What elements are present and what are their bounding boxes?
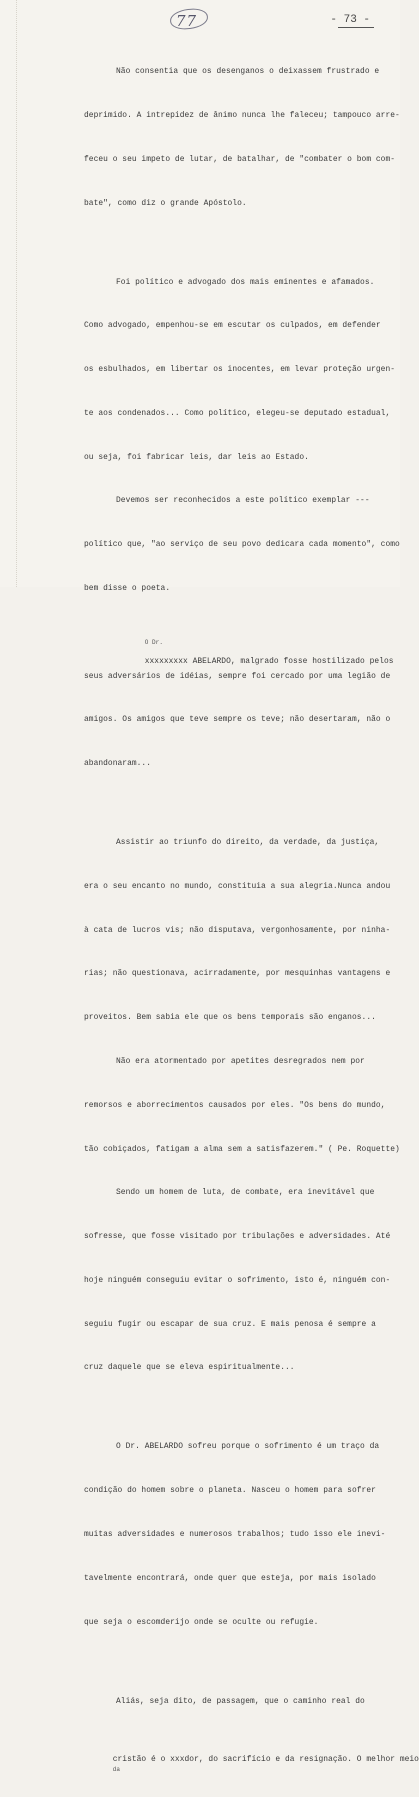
text-line-underlined-quote: político que, "ao serviço de seu povo dedicara cada momento", como	[84, 540, 400, 550]
text-line: bem disse o poeta.	[84, 583, 171, 593]
text-line: condição do homem sobre o planeta. Nasceu o homem para sofrer	[84, 1486, 376, 1496]
text-line: seguiu fugir ou escapar de sua cruz. E mais penosa é sempre a	[84, 1319, 376, 1329]
handwritten-insert: O Dr.	[144, 639, 163, 647]
text-line: Sendo um homem de luta, de combate, era inevitável que	[116, 1188, 375, 1198]
text-line: O Dr. ABELARDO sofreu porque o sofrimento é um traço da	[116, 1442, 380, 1452]
text-line-with-correction	[84, 626, 394, 666]
paragraph-gap	[84, 240, 384, 246]
paragraph-gap	[84, 1659, 384, 1665]
text-line: bate", como diz o grande Apóstolo.	[84, 198, 247, 208]
typed-page-number: - 73 -	[330, 14, 370, 26]
text-line: hoje ninguém conseguiu evitar o sofrimento, isto é, ninguém con-	[84, 1275, 391, 1285]
page-fold-line	[16, 0, 17, 587]
text-line: Não era atormentado por apetites desregrados nem por	[116, 1056, 365, 1066]
text-line: proveitos. Bem sabia ele que os bens temporais são enganos...	[84, 1013, 376, 1023]
text-line: te aos condenados... Como político, elegeu-se deputado estadual,	[84, 408, 391, 418]
text-line: rias; não questionava, acirradamente, por mesquinhas vantagens e	[84, 969, 391, 979]
handwritten-insert: da	[112, 1766, 121, 1774]
text-line: deprimido. A intrepidez de ânimo nunca lhe faleceu; tampouco arre-	[84, 110, 400, 120]
text-line: remorsos e aborrecimentos causados por eles. "Os bens do mundo,	[84, 1100, 386, 1110]
text-line: Como advogado, empenhou-se em escutar os culpados, em defender	[84, 321, 381, 331]
text-line: Aliás, seja dito, de passagem, que o caminho real do	[116, 1696, 365, 1706]
text-line-with-correction	[84, 1738, 419, 1774]
text-line: cruz daquele que se eleva espiritualmente...	[84, 1363, 295, 1373]
text-line: que seja o escomderijo onde se oculte ou refugie.	[84, 1617, 319, 1627]
paragraph-gap	[84, 801, 384, 807]
text-line: sofresse, que fosse visitado por tribulações e adversidades. Até	[84, 1232, 391, 1242]
text-line: os esbulhados, em libertar os inocentes, em levar proteção urgen-	[84, 365, 396, 375]
text-line: tavelmente encontrará, onde quer que esteja, por mais isolado	[84, 1573, 376, 1583]
text-line: Não consentia que os desenganos o deixassem frustrado e	[116, 67, 380, 77]
text-line: era o seu encanto no mundo, constituia a sua alegria.Nunca andou	[84, 881, 391, 891]
corrected-line: xxxxxxxxx ABELARDO, malgrado fosse hostilizado pelos	[144, 656, 394, 666]
text-line: amigos. Os amigos que teve sempre os teve; não desertaram, não o	[84, 715, 391, 725]
text-line: Foi político e advogado dos mais eminentes e afamados.	[116, 277, 375, 287]
text-line: abandonaram...	[84, 759, 151, 769]
text-line: tão cobiçados, fatigam a alma sem a satisfazerem." ( Pe. Roquette)	[84, 1144, 400, 1154]
text-line: muitas adversidades e numerosos trabalhos; tudo isso ele inevi-	[84, 1529, 386, 1539]
text-line: ou seja, foi fabricar leis, dar leis ao Estado.	[84, 452, 309, 462]
corrected-line: cristão é o xxxdor, do sacrifício e da resignação. O melhor meio	[112, 1754, 419, 1764]
text-line: Assistir ao triunfo do direito, da verdade, da justiça,	[116, 838, 380, 848]
text-line: Devemos ser reconhecidos a este político exemplar ---	[116, 496, 370, 506]
text-line: à cata de lucros vis; não disputava, vergonhosamente, por ninha-	[84, 925, 391, 935]
paragraph-gap	[84, 1405, 384, 1411]
text-line: seus adversários de idéias, sempre foi cercado por uma legião de	[84, 671, 391, 681]
typewritten-body	[84, 36, 419, 1782]
text-line: feceu o seu impeto de lutar, de batalhar, de "combater o bom com-	[84, 154, 396, 164]
handwritten-page-number: 77	[176, 12, 198, 30]
